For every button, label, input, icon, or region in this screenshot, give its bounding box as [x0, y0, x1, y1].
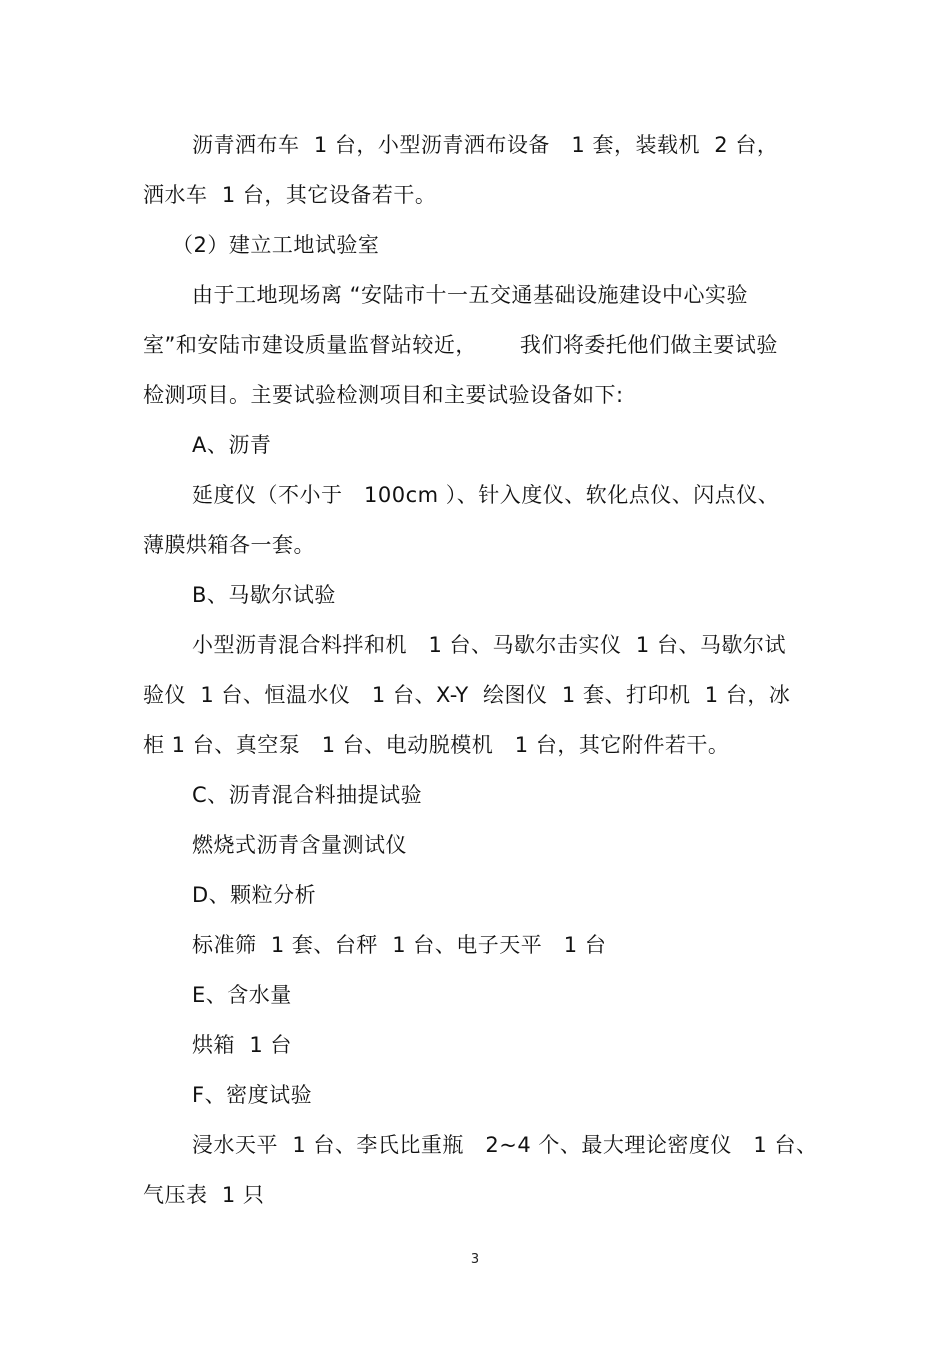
subheading-asphalt: A、沥青	[192, 433, 272, 457]
page-number: 3	[470, 1252, 480, 1267]
text-line-9: 薄膜烘箱各一套。	[143, 533, 315, 557]
text-line-22: 气压表 1 只	[143, 1183, 265, 1207]
text-line-8: 延度仪（不小于 100cm ）、针入度仪、软化点仪、闪点仪、	[192, 483, 780, 507]
subheading-moisture: E、含水量	[192, 983, 292, 1007]
text-line-1: 沥青洒布车 1 台，小型沥青洒布设备 1 套，装载机 2 台，	[192, 133, 779, 157]
subheading-extraction: C、沥青混合料抽提试验	[192, 783, 423, 807]
text-line-12: 验仪 1 台、恒温水仪 1 台、X-Y 绘图仪 1 套、打印机 1 台，冰	[143, 683, 791, 707]
text-line-19: 烘箱 1 台	[192, 1033, 292, 1057]
text-line-4: 由于工地现场离 “安陆市十一五交通基础设施建设中心实验	[192, 283, 749, 307]
subheading-marshall: B、马歇尔试验	[192, 583, 336, 607]
text-line-6: 检测项目。主要试验检测项目和主要试验设备如下:	[143, 383, 624, 407]
section-heading-lab: （2）建立工地试验室	[172, 233, 380, 257]
subheading-particle: D、颗粒分析	[192, 883, 317, 907]
text-line-17: 标准筛 1 套、台秤 1 台、电子天平 1 台	[192, 933, 607, 957]
text-line-11: 小型沥青混合料拌和机 1 台、马歇尔击实仪 1 台、马歇尔试	[192, 633, 786, 657]
subheading-density: F、密度试验	[192, 1083, 313, 1107]
text-line-2: 洒水车 1 台，其它设备若干。	[143, 183, 437, 207]
text-line-5: 室”和安陆市建设质量监督站较近， 我们将委托他们做主要试验	[143, 333, 778, 357]
text-line-13: 柜 1 台、真空泵 1 台、电动脱模机 1 台，其它附件若干。	[143, 733, 730, 757]
text-line-21: 浸水天平 1 台、李氏比重瓶 2~4 个、最大理论密度仪 1 台、	[192, 1133, 818, 1157]
text-line-15: 燃烧式沥青含量测试仪	[192, 833, 407, 857]
